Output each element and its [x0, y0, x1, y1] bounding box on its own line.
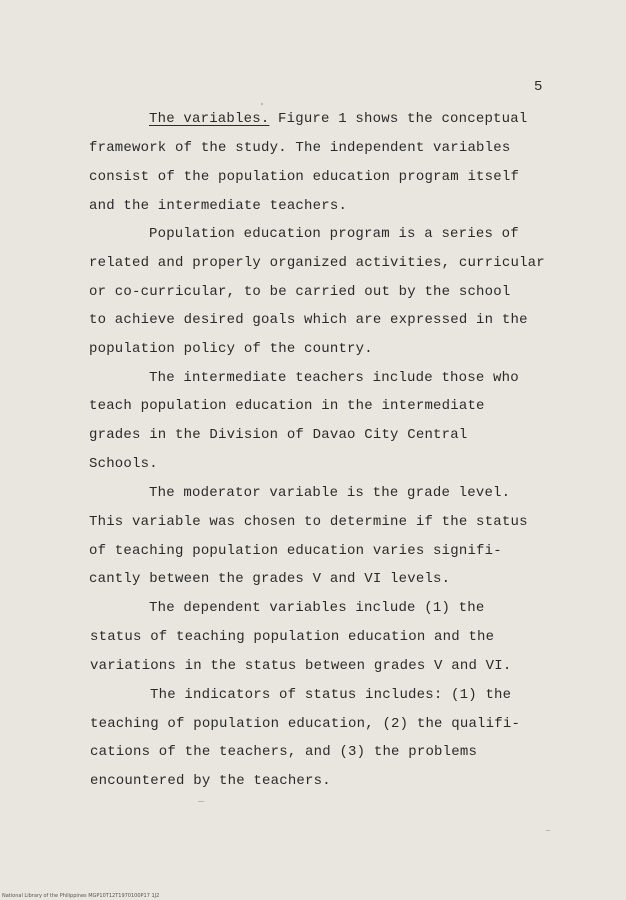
paragraph-line: to achieve desired goals which are expressed in the — [89, 312, 528, 328]
paragraph-line: The intermediate teachers include those who — [149, 370, 519, 386]
paragraph-line: framework of the study. The independent variables — [89, 140, 511, 156]
paragraph-line: consist of the population education program itself — [89, 169, 520, 185]
scan-mark — [546, 830, 550, 831]
paragraph-line: grades in the Division of Davao City Central — [89, 427, 468, 443]
paragraph-line: of teaching population education varies signifi- — [89, 543, 502, 559]
paragraph-line: status of teaching population education and the — [90, 629, 495, 645]
paragraph-line: teaching of population education, (2) the qualifi- — [90, 716, 521, 732]
paragraph-line: The dependent variables include (1) the — [149, 600, 485, 616]
paragraph-line: Population education program is a series of — [149, 226, 519, 242]
archive-footer: National Library of the Philippines MGP10T12T1970100P17 1J2 — [2, 893, 160, 899]
paragraph-line: related and properly organized activities, curricular — [89, 255, 545, 271]
paragraph-line: cantly between the grades V and VI levels. — [89, 571, 451, 587]
paragraph-line: teach population education in the intermediate — [89, 398, 485, 414]
paragraph-line: Schools. — [89, 456, 158, 472]
paragraph-line: or co-curricular, to be carried out by the school — [89, 284, 511, 300]
paragraph-line-1 — [149, 111, 527, 127]
paragraph-line: cations of the teachers, and (3) the problems — [90, 744, 478, 760]
paragraph-line: encountered by the teachers. — [90, 773, 331, 789]
section-heading: The variables. — [149, 111, 270, 127]
paragraph-line: variations in the status between grades V and VI. — [90, 658, 512, 674]
paragraph-line: population policy of the country. — [89, 341, 373, 357]
paragraph-line: and the intermediate teachers. — [89, 198, 348, 214]
scan-mark — [261, 103, 263, 105]
line-text: Figure 1 shows the conceptual — [269, 111, 528, 127]
paragraph-line: The moderator variable is the grade level. — [149, 485, 511, 501]
page-number: 5 — [534, 79, 543, 95]
paragraph-line: The indicators of status includes: (1) the — [150, 687, 512, 703]
paragraph-line: This variable was chosen to determine if the status — [89, 514, 528, 530]
scan-mark — [198, 801, 204, 802]
